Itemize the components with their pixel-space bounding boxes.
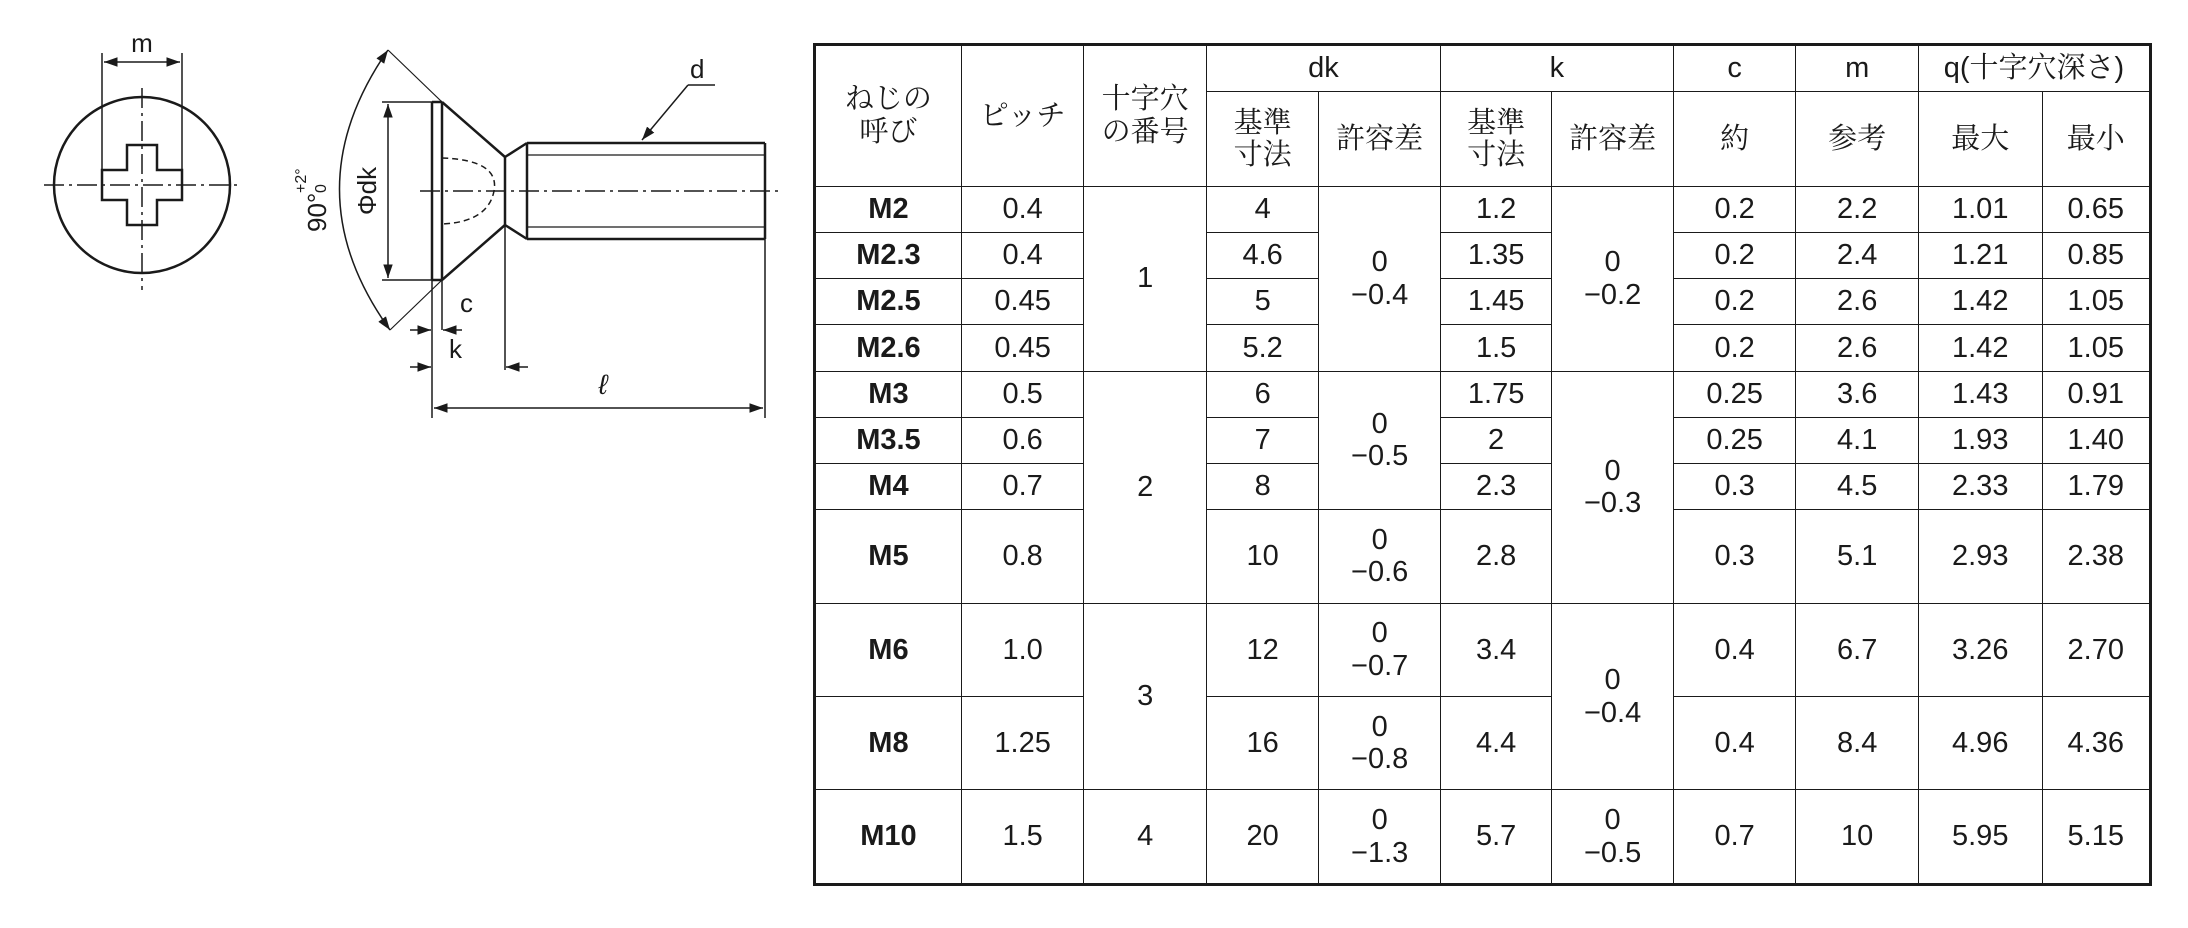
header-m: m [1796,45,1919,92]
cell-pitch: 0.8 [961,510,1084,603]
header-dk-tolerance: 許容差 [1319,92,1441,186]
cell-k-tolerance: 0 −0.5 [1552,790,1674,885]
angle-lower-tolerance: 0 [313,184,330,193]
cell-m: 2.4 [1796,232,1919,278]
header-q-max: 最大 [1918,92,2042,186]
cell-name: M2.3 [815,232,962,278]
header-name: ねじの 呼び [815,45,962,187]
cell-m: 8.4 [1796,697,1919,790]
d-label: d [690,54,705,84]
cell-dk-tolerance: 0 −0.5 [1319,371,1441,510]
cell-dk: 16 [1206,697,1318,790]
header-cross-no: 十字穴 の番号 [1084,45,1207,187]
cell-dk-tolerance: 0 −0.8 [1319,697,1441,790]
cell-dk: 12 [1206,603,1318,696]
cell-q-min: 2.70 [2042,603,2150,696]
table-row [815,371,2151,417]
cell-q-max: 2.33 [1918,463,2042,509]
table-row [815,463,2151,509]
cell-dk: 7 [1206,417,1318,463]
d-leader [642,85,688,140]
cell-k: 2 [1440,417,1551,463]
cell-pitch: 0.5 [961,371,1084,417]
cell-q-max: 1.42 [1918,325,2042,371]
length-label: ℓ [598,369,608,400]
cell-c: 0.4 [1673,603,1796,696]
cell-q-max: 5.95 [1918,790,2042,885]
cell-q-min: 1.40 [2042,417,2150,463]
angle-upper-tolerance: +2° [293,168,310,193]
cell-q-max: 1.42 [1918,279,2042,325]
screw-drawing [0,0,800,928]
cell-q-max: 1.21 [1918,232,2042,278]
cell-k-tolerance: 0 −0.2 [1552,186,1674,371]
side-view [339,50,780,418]
cell-m: 3.6 [1796,371,1919,417]
table-row [815,325,2151,371]
header-m-reference: 参考 [1796,92,1919,186]
cell-k-tolerance: 0 −0.4 [1552,603,1674,790]
table-row [815,279,2151,325]
cell-q-max: 1.93 [1918,417,2042,463]
cell-dk: 6 [1206,371,1318,417]
front-view [44,53,240,290]
cell-pitch: 0.4 [961,232,1084,278]
header-k-basic: 基準 寸法 [1440,92,1551,186]
cell-c: 0.2 [1673,232,1796,278]
cell-k: 1.75 [1440,371,1551,417]
cell-q-min: 0.85 [2042,232,2150,278]
screw-spec-table [813,43,2152,886]
cell-name: M3 [815,371,962,417]
table-row [815,790,2151,885]
table-row [815,603,2151,696]
cell-pitch: 0.7 [961,463,1084,509]
header-c-approx: 約 [1673,92,1796,186]
cell-m: 2.6 [1796,325,1919,371]
c-label: c [460,288,473,318]
countersink-top [442,102,505,157]
cell-q-max: 1.01 [1918,186,2042,232]
cell-k-tolerance: 0 −0.3 [1552,371,1674,603]
cell-c: 0.25 [1673,371,1796,417]
cell-k: 1.35 [1440,232,1551,278]
cell-pitch: 1.5 [961,790,1084,885]
cell-pitch: 0.45 [961,279,1084,325]
angle-label: 90° [302,192,332,232]
cell-dk-tolerance: 0 −0.4 [1319,186,1441,371]
cell-m: 5.1 [1796,510,1919,603]
cell-dk: 10 [1206,510,1318,603]
header-dk: dk [1206,45,1440,92]
cell-name: M10 [815,790,962,885]
cell-pitch: 0.4 [961,186,1084,232]
cell-q-min: 2.38 [2042,510,2150,603]
cell-name: M6 [815,603,962,696]
cell-pitch: 1.0 [961,603,1084,696]
table-row [815,510,2151,603]
cell-name: M2.6 [815,325,962,371]
cell-name: M8 [815,697,962,790]
cell-c: 0.4 [1673,697,1796,790]
cell-m: 2.6 [1796,279,1919,325]
cell-q-min: 4.36 [2042,697,2150,790]
cell-dk-tolerance: 0 −0.6 [1319,510,1441,603]
table-row [815,417,2151,463]
cell-c: 0.3 [1673,510,1796,603]
cell-q-max: 3.26 [1918,603,2042,696]
header-k: k [1440,45,1673,92]
cell-k: 1.45 [1440,279,1551,325]
header-k-tolerance: 許容差 [1552,92,1674,186]
cell-name: M5 [815,510,962,603]
header-pitch: ピッチ [961,45,1084,187]
k-label: k [449,334,462,364]
cell-k: 2.3 [1440,463,1551,509]
cell-c: 0.25 [1673,417,1796,463]
cell-dk: 8 [1206,463,1318,509]
m-label: m [131,28,153,58]
cell-name: M2 [815,186,962,232]
cell-dk: 4.6 [1206,232,1318,278]
cell-m: 4.1 [1796,417,1919,463]
header-q-min: 最小 [2042,92,2150,186]
cell-c: 0.2 [1673,279,1796,325]
table-row [815,697,2151,790]
cell-c: 0.3 [1673,463,1796,509]
cell-cross-no: 4 [1084,790,1207,885]
table-row [815,186,2151,232]
cell-k: 3.4 [1440,603,1551,696]
cell-cross-no: 2 [1084,371,1207,603]
cell-k: 4.4 [1440,697,1551,790]
cell-name: M2.5 [815,279,962,325]
cell-q-max: 1.43 [1918,371,2042,417]
header-c: c [1673,45,1796,92]
cell-q-min: 0.91 [2042,371,2150,417]
cell-name: M4 [815,463,962,509]
cell-q-max: 2.93 [1918,510,2042,603]
cell-dk: 5.2 [1206,325,1318,371]
cell-k: 2.8 [1440,510,1551,603]
cell-dk: 5 [1206,279,1318,325]
cell-m: 6.7 [1796,603,1919,696]
cell-q-min: 0.65 [2042,186,2150,232]
table-row [815,232,2151,278]
cell-pitch: 0.45 [961,325,1084,371]
cell-m: 4.5 [1796,463,1919,509]
cell-pitch: 1.25 [961,697,1084,790]
dk-label: Φdk [352,166,382,216]
cell-q-min: 1.05 [2042,279,2150,325]
header-dk-basic: 基準 寸法 [1206,92,1318,186]
cell-dk-tolerance: 0 −0.7 [1319,603,1441,696]
cell-q-min: 1.05 [2042,325,2150,371]
cell-c: 0.2 [1673,186,1796,232]
cell-q-min: 1.79 [2042,463,2150,509]
cell-name: M3.5 [815,417,962,463]
header-q: q(十字穴深さ) [1918,45,2150,92]
cell-q-min: 5.15 [2042,790,2150,885]
cell-k: 1.2 [1440,186,1551,232]
cell-pitch: 0.6 [961,417,1084,463]
cell-cross-no: 3 [1084,603,1207,790]
cell-k: 1.5 [1440,325,1551,371]
cell-dk-tolerance: 0 −1.3 [1319,790,1441,885]
cell-k: 5.7 [1440,790,1551,885]
cell-m: 2.2 [1796,186,1919,232]
cell-m: 10 [1796,790,1919,885]
cell-dk: 4 [1206,186,1318,232]
cell-q-max: 4.96 [1918,697,2042,790]
cell-cross-no: 1 [1084,186,1207,371]
cell-dk: 20 [1206,790,1318,885]
cell-c: 0.2 [1673,325,1796,371]
cell-c: 0.7 [1673,790,1796,885]
countersink-bottom [442,225,505,280]
